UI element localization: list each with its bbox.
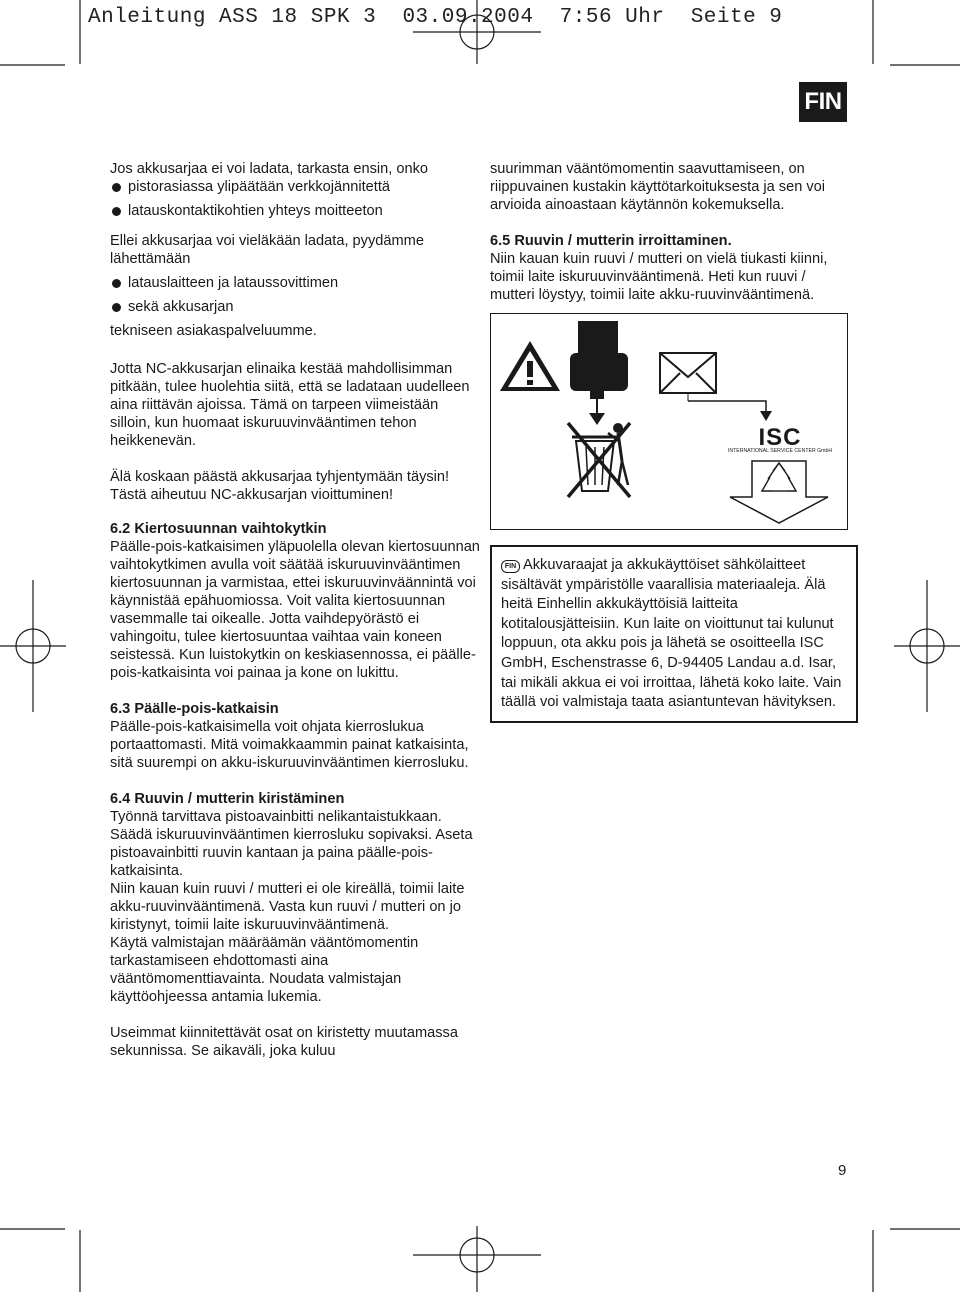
page-number: 9 bbox=[838, 1162, 847, 1179]
section-6-4-paragraph: Useimmat kiinnitettävät osat on kiristetty muutamassa sekunnissa. Se aikaväli, joka kuluu bbox=[110, 1025, 458, 1059]
section-6-5-body: Niin kauan kuin ruuvi / mutteri on vielä tiukasti kiinni, toimii laite iskuruuvinvääntimenä. Heti kun ruuvi / mutteri löystyy, toimii laite akku-ruuvinvääntimenä. bbox=[490, 251, 828, 303]
disposal-notice bbox=[490, 545, 858, 723]
svg-text:INTERNATIONAL SERVICE CENTER G: INTERNATIONAL SERVICE CENTER GmbH bbox=[727, 448, 833, 454]
section-6-4-title: 6.4 Ruuvin / mutterin kiristäminen bbox=[110, 791, 345, 807]
right-column bbox=[490, 160, 850, 304]
section-6-4-paragraph: Työnnä tarvittava pistoavainbitti nelikantaistukkaan. Säädä iskuruuvinvääntimen kierrosluku sopivaksi. Aseta pistoavainbitti ruuvin kantaan ja paina päälle-pois-katkaisinta. bbox=[110, 809, 473, 879]
svg-text:ISC: ISC bbox=[758, 424, 802, 451]
torque-continuation: suurimman vääntömomentin saavuttamiseen, on riippuvainen kustakin käyttötarkoituksesta ja sen voi arvioida ainoastaan käytännön kokemuksella. bbox=[490, 161, 826, 213]
still-not-charging: Ellei akkusarjaa voi vieläkään ladata, pyydämme lähettämään bbox=[110, 233, 424, 267]
section-6-4-paragraph: Käytä valmistajan määräämän vääntömomentin tarkastamiseen ehdottomasti aina vääntömomenttiavainta. Noudata valmistajan käyttöohjeessa antamia lukemia. bbox=[110, 935, 419, 1005]
send-item: sekä akkusarjan bbox=[110, 298, 480, 316]
envelope-icon bbox=[660, 353, 716, 393]
check-item: latauskontaktikohtien yhteys moitteeton bbox=[110, 202, 480, 220]
service-line: tekniseen asiakaspalveluumme. bbox=[110, 323, 317, 339]
section-6-3-body: Päälle-pois-katkaisimella voit ohjata kierroslukua portaattomasti. Mitä voimakkaammin painat katkaisinta, sitä suurempi on akku-iskuruuvinvääntimen kierrosluku. bbox=[110, 719, 469, 771]
charge-check-intro: Jos akkusarjaa ei voi ladata, tarkasta ensin, onko bbox=[110, 161, 428, 177]
section-6-4-paragraph: Niin kauan kuin ruuvi / mutteri ei ole kireällä, toimii laite akku-ruuvinvääntimenä. Vasta kun ruuvi / mutteri on jo kiristynyt, toimii laite iskuruuvinvääntimenä. bbox=[110, 881, 465, 933]
battery-lifetime-paragraph: Jotta NC-akkusarjan elinaika kestää mahdollisimman pitkään, tulee huolehtia siitä, että se ladataan uudelleen aina riittävän ajoissa. Tämä on tarpeen viimeistään silloin, kun huomaat iskuruuvinvääntimen tehon heikkenevän. bbox=[110, 361, 470, 449]
disposal-notice-text: Akkuvaraajat ja akkukäyttöiset sähkölaitteet sisältävät ympäristölle vaarallisia materiaaleja. Älä heitä Einhellin akkukäyttöisiä laitteita kotitalousjätteisiin. Kun laite on vioittunut tai kulunut loppuun, ota akku pois ja lähetä se osoitteella ISC GmbH, Eschenstrasse 6, D-94405 Landau a.d. Isar, tai mikäli akkua ei voi irroittaa, lähetä koko laite. Vain täällä voi valmistaja taata asiantuntevan hävityksen. bbox=[501, 557, 842, 711]
print-header: Anleitung ASS 18 SPK 3 03.09.2004 7:56 Uhr Seite 9 bbox=[88, 6, 783, 29]
disposal-illustration bbox=[490, 313, 848, 530]
section-6-2-body: Päälle-pois-katkaisimen yläpuolella olevan kiertosuunnan vaihtokytkimen avulla voit säätää iskuruuvinvääntimen kiertosuunnan ja varmistaa, ettei iskuruuvinväännintä voi käynnistää epähuomiossa. Voit valita kiertosuunnan vasemmalle tai oikealle. Jotta vaihdepyörästö ei vahingoitu, tulee kiertosuuntaa vaihtaa vain koneen seistessä. Kun luistokytkin on keskiasennossa, ei päälle-pois-katkaisinta voi painaa ja kone on lukittu. bbox=[110, 539, 480, 681]
left-column bbox=[110, 160, 480, 1060]
battery-warning: Älä koskaan päästä akkusarjaa tyhjentymään täysin! Tästä aiheutuu NC-akkusarjan vioittuminen! bbox=[110, 469, 450, 503]
fin-small-badge: FIN bbox=[501, 560, 520, 573]
section-6-3-title: 6.3 Päälle-pois-katkaisin bbox=[110, 701, 279, 717]
send-item: latauslaitteen ja lataussovittimen bbox=[110, 274, 480, 292]
check-item: pistorasiassa ylipäätään verkkojännitettä bbox=[110, 178, 480, 196]
language-badge: FIN bbox=[799, 82, 847, 122]
section-6-2-title: 6.2 Kiertosuunnan vaihtokytkin bbox=[110, 521, 327, 537]
section-6-5-title: 6.5 Ruuvin / mutterin irroittaminen. bbox=[490, 233, 732, 249]
